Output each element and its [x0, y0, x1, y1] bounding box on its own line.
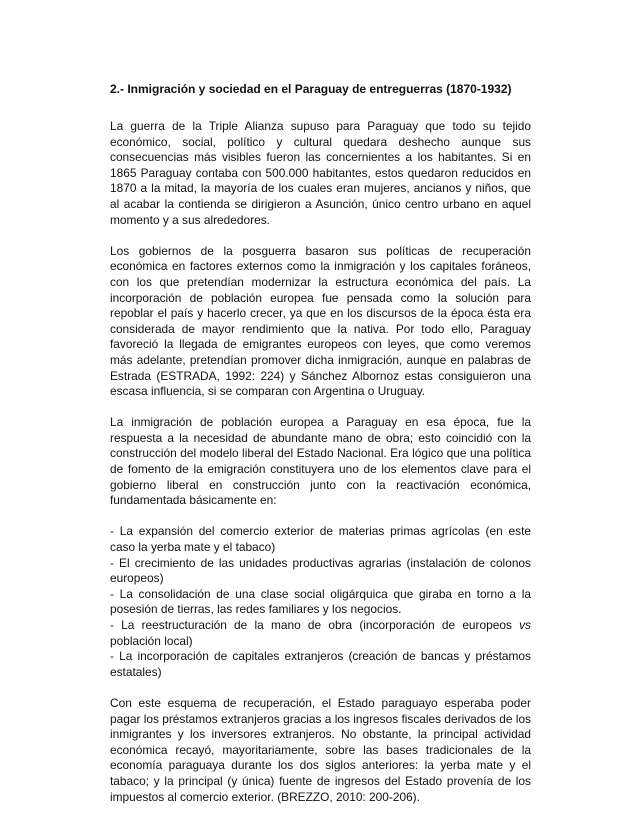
- section-heading: 2.- Inmigración y sociedad en el Paraguay de entreguerras (1870-1932): [110, 82, 512, 96]
- list-item: - El crecimiento de las unidades productivas agrarias (instalación de colonos europeos): [110, 555, 531, 586]
- document-page: [110, 82, 531, 821]
- list-item: - La expansión del comercio exterior de materias primas agrícolas (en este caso la yerba mate y el tabaco): [110, 524, 531, 555]
- paragraph-3: La inmigración de población europea a Paraguay en esa época, fue la respuesta a la necesidad de abundante mano de obra; esto coincidió con la construcción del modelo liberal del Estado Nacional. Era lógico que una política de fomento de la emigración constituyera uno de los elementos clave para el gobierno liberal en construcción junto con la reactivación económica, fundamentada básicamente en:: [110, 415, 531, 508]
- list-item: - La incorporación de capitales extranjeros (creación de bancas y préstamos estatales): [110, 649, 531, 679]
- paragraph-2: Los gobiernos de la posguerra basaron sus políticas de recuperación económica en factores externos como la inmigración y los capitales foráneos, con los que pretendían modernizar la estructura económica del país. La incorporación de población europea fue pensada como la solución para repoblar el país y hacerlo crecer, ya que en los discursos de la época ésta era considerada de mayor rendimiento que la nativa. Por todo ello, Paraguay favoreció la llegada de emigrantes europeos con leyes, que como veremos más adelante, pretendían promover dicha inmigración, aunque en palabras de Estrada (ESTRADA, 1992: 224) y Sánchez Albornoz estas consiguieron una escasa influencia, si se comparan con Argentina o Uruguay.: [110, 243, 531, 399]
- paragraph-4: Con este esquema de recuperación, el Estado paraguayo esperaba poder pagar los préstamos extranjeros gracias a los ingresos fiscales derivados de los inmigrantes y los inversores extranjeros. No obstante, la principal actividad económica recayó, mayoritariamente, sobre las bases tradicionales de la economía paraguaya durante los dos siglos anteriores: la yerba mate y el tabaco; y la principal (y única) fuente de ingresos del Estado provenía de los impuestos al comercio exterior. (BREZZO, 2010: 200-206).: [110, 695, 532, 804]
- list-item: - La consolidación de una clase social oligárquica que giraba en torno a la posesión de tierras, las redes familiares y los negocios.: [110, 586, 531, 617]
- paragraph-1: La guerra de la Triple Alianza supuso para Paraguay que todo su tejido económico, social, político y cultural quedara deshecho aunque sus consecuencias más visibles fueron las concernientes a los habitantes. Si en 1865 Paraguay contaba con 500.000 habitantes, estos quedaron reducidos en 1870 a la mitad, la mayoría de los cuales eran mujeres, ancianos y niños, que al acabar la contienda se dirigieron a Asunción, único centro urbano en aquel momento y a sus alrededores.: [110, 119, 531, 227]
- factor-list: [110, 524, 531, 680]
- list-item-text-before: - La reestructuración de la mano de obra (incorporación de europeos: [110, 618, 520, 632]
- list-item-text-after: población local): [110, 633, 193, 648]
- list-item: [110, 618, 531, 649]
- list-item-emphasis: vs: [519, 618, 531, 632]
